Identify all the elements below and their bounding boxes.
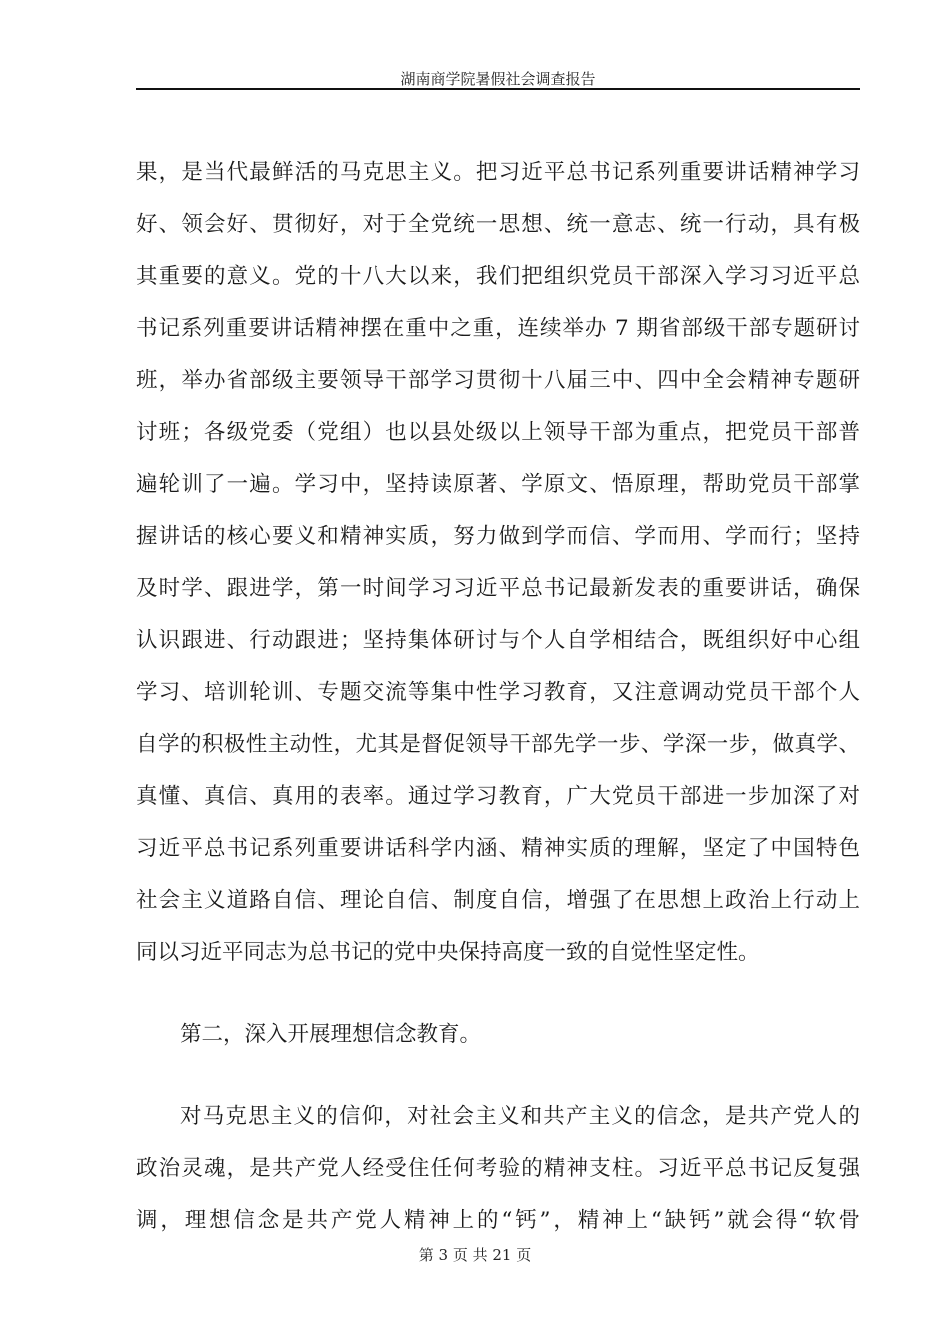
paragraph-3 [136, 1099, 860, 1255]
text-line: 政治灵魂，是共产党人经受住任何考验的精神支柱。习近平总书记反复强 [136, 1156, 860, 1181]
header-rule [136, 88, 860, 90]
text-line: 及时学、跟进学，第一时间学习习近平总书记最新发表的重要讲话，确保 [136, 576, 860, 601]
text-line: 自学的积极性主动性，尤其是督促领导干部先学一步、学深一步，做真学、 [136, 732, 860, 757]
text-line: 认识跟进、行动跟进；坚持集体研讨与个人自学相结合，既组织好中心组 [136, 628, 860, 653]
text-line: 对马克思主义的信仰，对社会主义和共产主义的信念，是共产党人的 [180, 1104, 860, 1129]
text-line: 习近平总书记系列重要讲话科学内涵、精神实质的理解，坚定了中国特色 [136, 836, 860, 861]
section-heading: 第二，深入开展理想信念教育。 [180, 1022, 482, 1047]
page-header: 湖南商学院暑假社会调查报告 [400, 70, 596, 88]
text-line: 学习、培训轮训、专题交流等集中性学习教育，又注意调动党员干部个人 [136, 680, 860, 705]
text-line: 果，是当代最鲜活的马克思主义。把习近平总书记系列重要讲话精神学习 [136, 160, 860, 185]
text-line: 遍轮训了一遍。学习中，坚持读原著、学原文、悟原理，帮助党员干部掌 [136, 472, 860, 497]
page-number: 第 3 页 共 21 页 [418, 1246, 532, 1264]
text-line: 书记系列重要讲话精神摆在重中之重，连续举办 7 期省部级干部专题研讨 [136, 316, 860, 341]
text-line: 班，举办省部级主要领导干部学习贯彻十八届三中、四中全会精神专题研 [136, 368, 860, 393]
paragraph-gap [136, 1069, 860, 1099]
text-line: 讨班；各级党委（党组）也以县处级以上领导干部为重点，把党员干部普 [136, 420, 860, 445]
paragraph-1 [136, 155, 860, 987]
text-line: 同以习近平同志为总书记的党中央保持高度一致的自觉性坚定性。 [136, 940, 760, 965]
paragraph-gap [136, 987, 860, 1017]
text-line: 其重要的意义。党的十八大以来，我们把组织党员干部深入学习习近平总 [136, 264, 860, 289]
text-line: 调，理想信念是共产党人精神上的“钙”，精神上“缺钙”就会得“软骨 [136, 1208, 860, 1233]
text-line: 握讲话的核心要义和精神实质，努力做到学而信、学而用、学而行；坚持 [136, 524, 860, 549]
paragraph-2-heading [136, 1017, 860, 1069]
document-body [136, 155, 860, 1255]
text-line: 真懂、真信、真用的表率。通过学习教育，广大党员干部进一步加深了对 [136, 784, 860, 809]
text-line: 社会主义道路自信、理论自信、制度自信，增强了在思想上政治上行动上 [136, 888, 860, 913]
text-line: 好、领会好、贯彻好，对于全党统一思想、统一意志、统一行动，具有极 [136, 212, 860, 237]
